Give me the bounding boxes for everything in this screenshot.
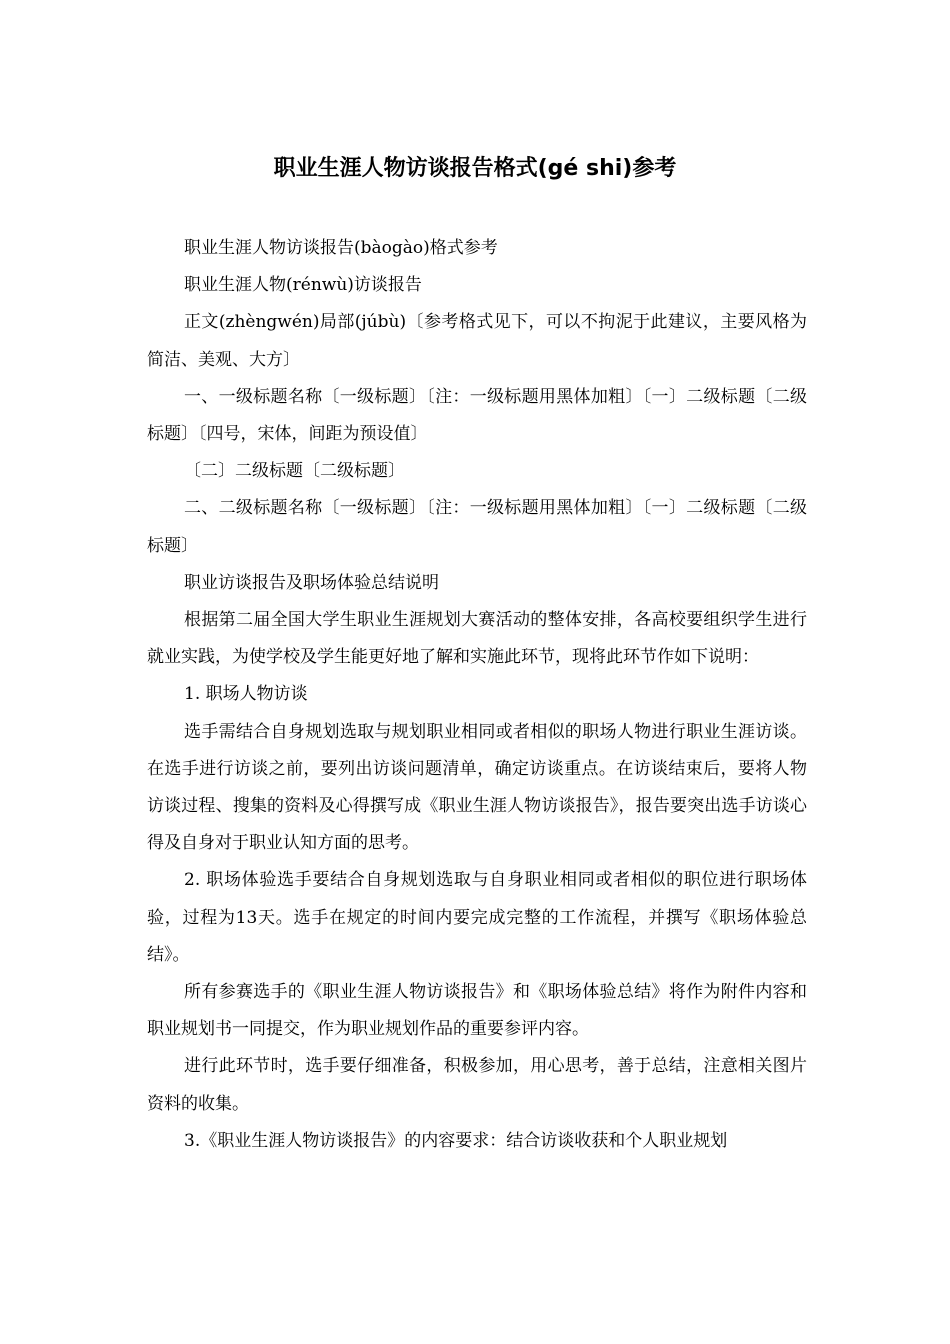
paragraph: 2. 职场体验选手要结合自身规划选取与自身职业相同或者相似的职位进行职场体验，过程为13天。选手在规定的时间内要完成完整的工作流程，并撰写《职场体验总结》。 bbox=[147, 870, 807, 965]
document-body bbox=[147, 230, 807, 1160]
paragraph: 职业访谈报告及职场体验总结说明 bbox=[184, 572, 439, 593]
paragraph: 二、二级标题名称〔一级标题〕〔注：一级标题用黑体加粗〕〔一〕二级标题〔二级标题〕 bbox=[147, 498, 807, 556]
paragraph: 一、一级标题名称〔一级标题〕〔注：一级标题用黑体加粗〕〔一〕二级标题〔二级标题〕〔四号，宋体，间距为预设值〕 bbox=[147, 386, 807, 445]
paragraph: 职业生涯人物访谈报告(bàogào)格式参考 bbox=[184, 238, 498, 258]
paragraph: 〔二〕二级标题〔二级标题〕 bbox=[184, 461, 405, 482]
paragraph: 进行此环节时，选手要仔细准备，积极参加，用心思考，善于总结，注意相关图片资料的收集。 bbox=[147, 1056, 807, 1114]
paragraph: 1. 职场人物访谈 bbox=[184, 684, 308, 705]
paragraph: 选手需结合自身规划选取与规划职业相同或者相似的职场人物进行职业生涯访谈。在选手进行访谈之前，要列出访谈问题清单，确定访谈重点。在访谈结束后，要将人物访谈过程、搜集的资料及心得撰写成《职业生涯人物访谈报告》，报告要突出选手访谈心得及自身对于职业认知方面的思考。 bbox=[147, 721, 807, 854]
document-title: 职业生涯人物访谈报告格式(gé shi)参考 bbox=[273, 156, 677, 181]
paragraph: 3.《职业生涯人物访谈报告》的内容要求：结合访谈收获和个人职业规划 bbox=[184, 1130, 728, 1151]
paragraph: 职业生涯人物(rénwù)访谈报告 bbox=[184, 275, 422, 296]
paragraph: 根据第二届全国大学生职业生涯规划大赛活动的整体安排，各高校要组织学生进行就业实践，为使学校及学生能更好地了解和实施此环节，现将此环节作如下说明： bbox=[147, 610, 807, 668]
paragraph: 正文(zhèngwén)局部(júbù)〔参考格式见下，可以不拘泥于此建议，主要风格为简洁、美观、大方〕 bbox=[147, 312, 807, 370]
paragraph: 所有参赛选手的《职业生涯人物访谈报告》和《职场体验总结》将作为附件内容和职业规划书一同提交，作为职业规划作品的重要参评内容。 bbox=[147, 982, 807, 1040]
